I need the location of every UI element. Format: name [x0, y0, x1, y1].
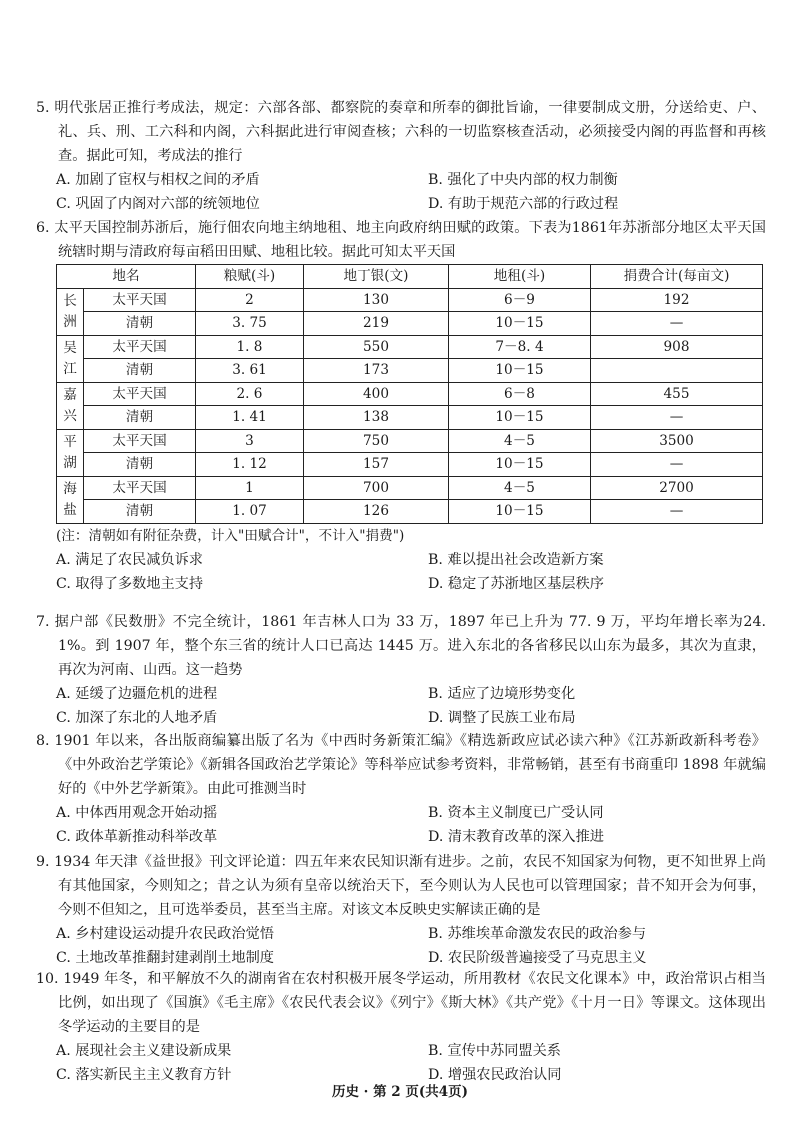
option-d: D. 清末教育改革的深入推进	[428, 829, 604, 845]
question-6-options	[36, 548, 766, 596]
question-8	[36, 729, 766, 849]
header-place: 地名	[57, 265, 196, 289]
fee-cell: —	[591, 312, 763, 336]
fee-cell: 3500	[591, 429, 763, 453]
option-c: C. 巩固了内阁对六部的统领地位	[56, 196, 260, 212]
rent-cell: 6－8	[449, 382, 591, 406]
question-10-stem: 10. 1949 年冬，和平解放不久的湖南省在农村积极开展冬学运动，所用教材《农民文化课本》中，政治常识占相当比例，如出现了《国旗》《毛主席》《农民代表会议》《列宁》《斯大林》《共产党》《十月一日》等课文。这体现出冬学运动的主要目的是	[36, 971, 766, 1035]
rent-cell: 6－9	[449, 288, 591, 312]
grain-cell: 1. 8	[196, 335, 304, 359]
grain-cell: 3. 75	[196, 312, 304, 336]
fee-cell: 2700	[591, 476, 763, 500]
table-header-row	[57, 265, 763, 289]
question-7-stem: 7. 据户部《民数册》不完全统计，1861 年吉林人口为 33 万，1897 年已上升为 77. 9 万，平均年增长率为24. 1%。到 1907 年，整个东三省的统计人口已高达 1445 万。进入东北的各省移民以山东为最多，其次为直隶，再次为河南、山西。这一趋势	[36, 614, 766, 678]
gov-cell: 太平天国	[84, 335, 196, 359]
region-name: 海 盐	[57, 476, 84, 523]
gov-cell: 太平天国	[84, 429, 196, 453]
grain-cell: 2	[196, 288, 304, 312]
header-grain: 粮赋(斗)	[196, 265, 304, 289]
option-d: D. 有助于规范六部的行政过程	[428, 196, 619, 212]
rent-cell: 7－8. 4	[449, 335, 591, 359]
table-row	[57, 359, 763, 383]
option-a: A. 延缓了边疆危机的进程	[56, 686, 218, 702]
rent-cell: 10－15	[449, 359, 591, 383]
fee-cell: —	[591, 406, 763, 430]
table-body	[57, 288, 763, 523]
option-d: D. 稳定了苏浙地区基层秩序	[428, 575, 604, 592]
option-c: C. 土地改革推翻封建剥削土地制度	[56, 950, 274, 966]
table-row	[57, 288, 763, 312]
grain-cell: 1. 12	[196, 453, 304, 477]
header-fee: 捐费合计(每亩文)	[591, 265, 763, 289]
gov-cell: 太平天国	[84, 288, 196, 312]
option-d: D. 调整了民族工业布局	[428, 710, 576, 726]
option-b: B. 宣传中苏同盟关系	[428, 1043, 561, 1059]
table-row	[57, 453, 763, 477]
rent-cell: 10－15	[449, 453, 591, 477]
grain-cell: 3. 61	[196, 359, 304, 383]
option-a: A. 中体西用观念开始动摇	[56, 805, 218, 821]
silver-cell: 130	[304, 288, 449, 312]
grain-cell: 1	[196, 476, 304, 500]
table-row	[57, 335, 763, 359]
silver-cell: 400	[304, 382, 449, 406]
silver-cell: 173	[304, 359, 449, 383]
gov-cell: 清朝	[84, 312, 196, 336]
gov-cell: 太平天国	[84, 476, 196, 500]
question-9-stem: 9. 1934 年天津《益世报》刊文评论道：四五年来农民知识渐有进步。之前，农民不知国家为何物，更不知世界上尚有其他国家，今则知之；昔之认为须有皇帝以统治天下，至今则认为人民也可以管理国家；昔不知开会为何事，今则不但知之，且可选举委员，甚至当主席。对该文本反映史实解读正确的是	[36, 854, 766, 918]
option-b: B. 难以提出社会改造新方案	[428, 551, 604, 568]
fee-cell: —	[591, 500, 763, 524]
grain-cell: 1. 41	[196, 406, 304, 430]
option-a: A. 加剧了宦权与相权之间的矛盾	[56, 172, 260, 188]
table-row	[57, 312, 763, 336]
region-name: 吴 江	[57, 335, 84, 382]
option-b: B. 资本主义制度已广受认同	[428, 805, 604, 821]
region-name: 平 湖	[57, 429, 84, 476]
question-9-options	[36, 922, 766, 970]
tax-comparison-table	[56, 264, 763, 524]
silver-cell: 138	[304, 406, 449, 430]
question-10	[36, 967, 766, 1087]
option-c: C. 政体革新推动科举改革	[56, 829, 218, 845]
option-d: D. 农民阶级普遍接受了马克思主义	[428, 950, 647, 966]
gov-cell: 清朝	[84, 500, 196, 524]
grain-cell: 2. 6	[196, 382, 304, 406]
rent-cell: 4－5	[449, 429, 591, 453]
table-row	[57, 429, 763, 453]
question-7	[36, 610, 766, 730]
gov-cell: 清朝	[84, 359, 196, 383]
fee-cell: 455	[591, 382, 763, 406]
option-a: A. 乡村建设运动提升农民政治觉悟	[56, 926, 274, 942]
silver-cell: 219	[304, 312, 449, 336]
table-row	[57, 406, 763, 430]
question-6-stem: 6. 太平天国控制苏浙后，施行佃农向地主纳地租、地主向政府纳田赋的政策。下表为1861年苏浙部分地区太平天国统辖时期与清政府每亩稻田田赋、地租比较。据此可知太平天国	[36, 220, 766, 260]
question-6	[36, 216, 766, 596]
option-b: B. 苏维埃革命激发农民的政治参与	[428, 926, 647, 942]
fee-cell: —	[591, 453, 763, 477]
header-silver: 地丁银(文)	[304, 265, 449, 289]
option-b: B. 强化了中央内部的权力制衡	[428, 172, 618, 188]
silver-cell: 700	[304, 476, 449, 500]
silver-cell: 750	[304, 429, 449, 453]
gov-cell: 清朝	[84, 406, 196, 430]
option-a: A. 满足了农民减负诉求	[56, 551, 203, 568]
option-c: C. 取得了多数地主支持	[56, 575, 204, 592]
option-c: C. 加深了东北的人地矛盾	[56, 710, 218, 726]
option-a: A. 展现社会主义建设新成果	[56, 1043, 232, 1059]
question-9	[36, 850, 766, 970]
gov-cell: 清朝	[84, 453, 196, 477]
fee-cell	[591, 359, 763, 383]
table-note: (注：清朝如有附征杂费，计入"田赋合计"，不计入"捐费")	[56, 527, 405, 544]
header-rent: 地租(斗)	[449, 265, 591, 289]
question-8-options	[36, 801, 766, 849]
rent-cell: 10－15	[449, 312, 591, 336]
fee-cell: 908	[591, 335, 763, 359]
table-row	[57, 500, 763, 524]
question-8-stem: 8. 1901 年以来，各出版商编纂出版了名为《中西时务新策汇编》《精选新政应试必读六种》《江苏新政新科考卷》《中外政治艺学策论》《新辑各国政治艺学策论》等科举应试参考资料，非常畅销，甚至有书商重印 1898 年就编好的《中外艺学新策》。由此可推测当时	[36, 733, 766, 797]
silver-cell: 126	[304, 500, 449, 524]
question-7-options	[36, 682, 766, 730]
region-name: 嘉 兴	[57, 382, 84, 429]
grain-cell: 1. 07	[196, 500, 304, 524]
rent-cell: 4－5	[449, 476, 591, 500]
question-5	[36, 96, 766, 216]
question-5-stem: 5. 明代张居正推行考成法，规定：六部各部、都察院的奏章和所奉的御批旨谕，一律要制成文册，分送给吏、户、礼、兵、刑、工六科和内阁，六科据此进行审阅查核；六科的一切监察核查活动，必须接受内阁的再监督和再核查。据此可知，考成法的推行	[36, 100, 766, 164]
option-c: C. 落实新民主主义教育方针	[56, 1067, 232, 1083]
table-row	[57, 476, 763, 500]
silver-cell: 550	[304, 335, 449, 359]
question-5-options	[36, 168, 766, 216]
fee-cell: 192	[591, 288, 763, 312]
option-d: D. 增强农民政治认同	[428, 1067, 562, 1083]
region-name: 长 洲	[57, 288, 84, 335]
rent-cell: 10－15	[449, 406, 591, 430]
table-row	[57, 382, 763, 406]
grain-cell: 3	[196, 429, 304, 453]
gov-cell: 太平天国	[84, 382, 196, 406]
page-footer: 历史 · 第 2 页(共4页)	[331, 1084, 469, 1100]
silver-cell: 157	[304, 453, 449, 477]
option-b: B. 适应了边境形势变化	[428, 686, 576, 702]
rent-cell: 10－15	[449, 500, 591, 524]
